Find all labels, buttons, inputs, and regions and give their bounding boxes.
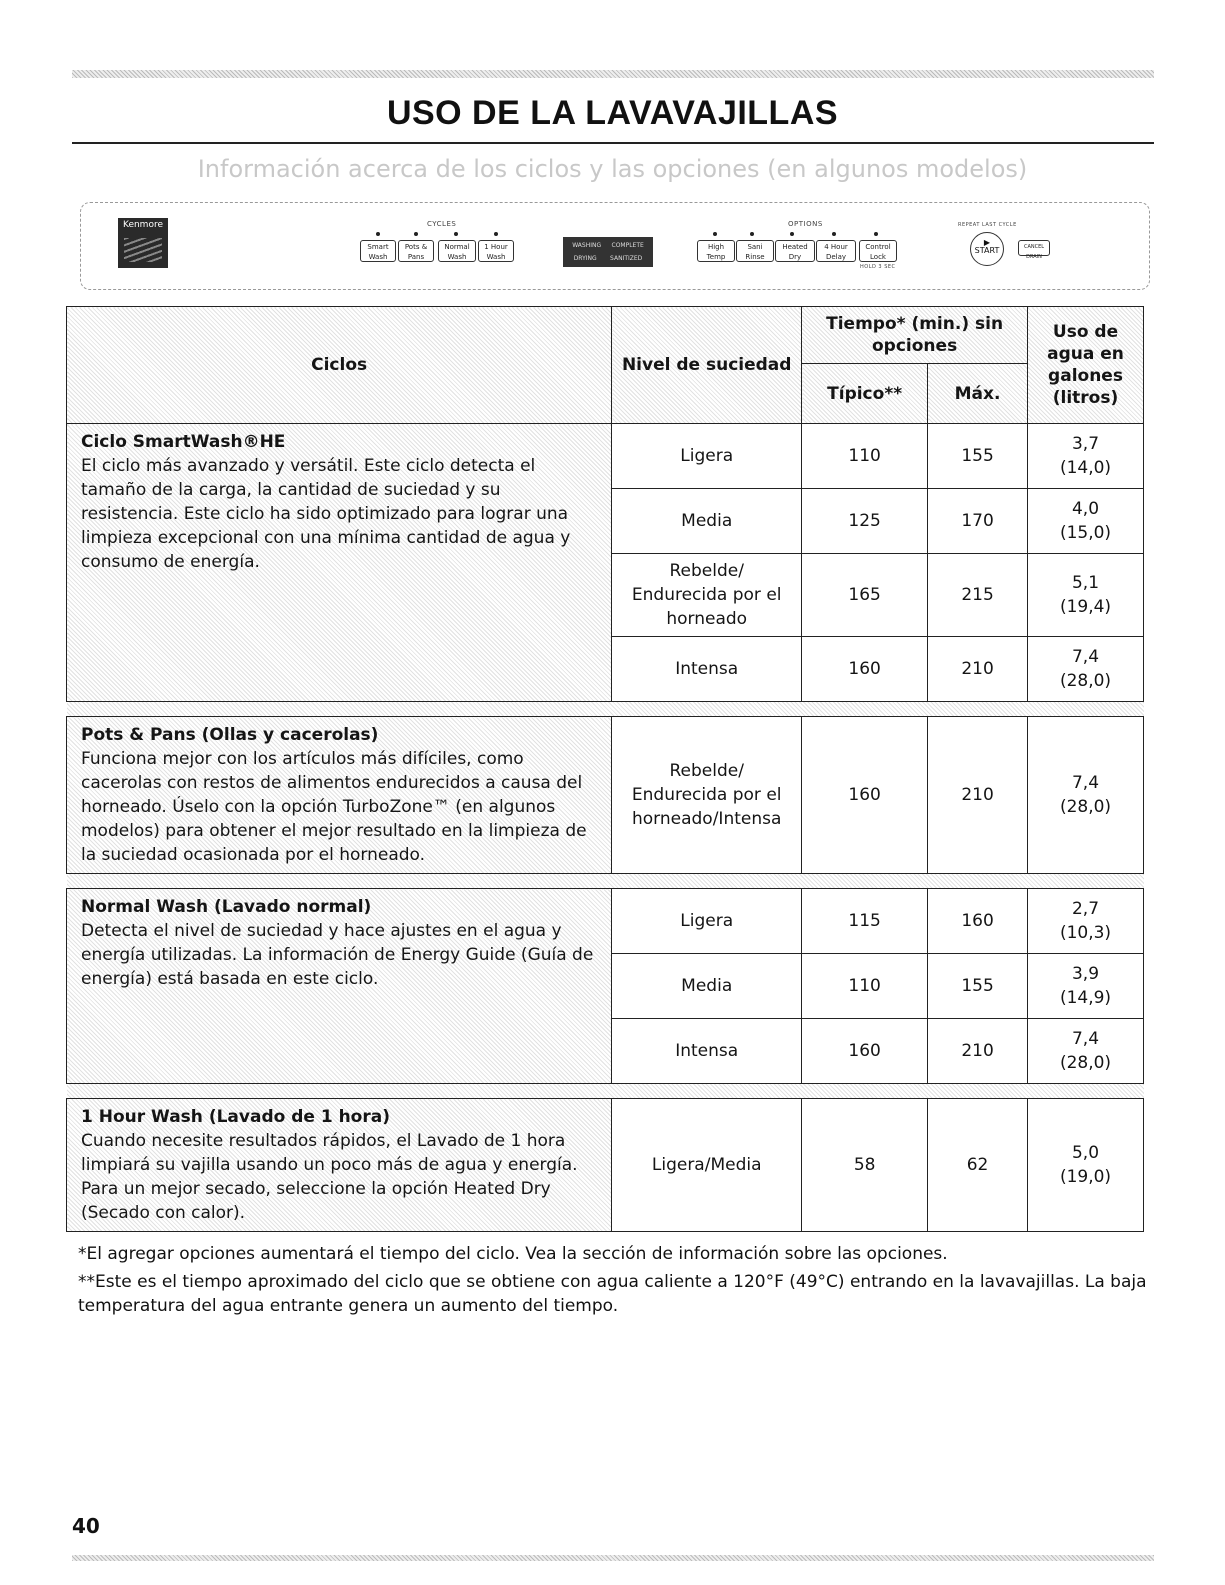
header-tiempo: Tiempo* (min.) sin opciones [802, 307, 1028, 364]
section-subtitle: Información acerca de los ciclos y las opciones (en algunos modelos) [197, 155, 1028, 183]
cell-tipico: 160 [802, 717, 928, 874]
cell-tipico: 58 [802, 1099, 928, 1232]
status-display [563, 237, 653, 267]
footnote-2: **Este es el tiempo aproximado del ciclo que se obtiene con agua caliente a 120°F (49°C) entrando en la lavavajillas. La baja temperatura del agua entrante genera un aumento del tiempo. [78, 1272, 1147, 1316]
cycle-button-1-hour-wash: 1 Hour Wash [478, 240, 514, 262]
cell-tipico: 110 [802, 954, 928, 1019]
footnote-1: *El agregar opciones aumentará el tiempo del ciclo. Vea la sección de información sobre las opciones. [78, 1244, 948, 1264]
cell-tipico: 160 [802, 1019, 928, 1084]
cell-tipico: 110 [802, 424, 928, 489]
cell-nivel: Media [612, 954, 802, 1019]
hold-label: HOLD 3 SEC [860, 264, 896, 270]
indicator-dot [750, 232, 754, 236]
options-label: OPTIONS [788, 220, 823, 228]
cell-max: 160 [928, 889, 1028, 954]
cell-max: 210 [928, 637, 1028, 702]
header-max: Máx. [928, 364, 1028, 424]
cycle-description-smartwash [67, 424, 612, 702]
cycle-title: Normal Wash (Lavado normal) [81, 897, 372, 917]
bottom-rule-bar [72, 1555, 1154, 1561]
cell-nivel: Rebelde/ Endurecida por el horneado [612, 554, 802, 637]
cycle-title: Pots & Pans (Ollas y cacerolas) [81, 725, 379, 745]
cell-agua: 7,4 (28,0) [1028, 1019, 1144, 1084]
cell-nivel: Intensa [612, 1019, 802, 1084]
cell-agua: 7,4 (28,0) [1028, 637, 1144, 702]
cycles-label: CYCLES [427, 220, 457, 228]
cycle-button-normal-wash: Normal Wash [438, 240, 476, 262]
header-ciclos: Ciclos [67, 307, 612, 424]
cell-agua: 7,4 (28,0) [1028, 717, 1144, 874]
indicator-dot [713, 232, 717, 236]
indicator-dot [790, 232, 794, 236]
indicator-dot [874, 232, 878, 236]
indicator-dot [454, 232, 458, 236]
cell-tipico: 165 [802, 554, 928, 637]
cell-nivel: Ligera/Media [612, 1099, 802, 1232]
cell-max: 62 [928, 1099, 1028, 1232]
indicator-dot [414, 232, 418, 236]
start-button: ▶ START [970, 232, 1004, 266]
cell-tipico: 125 [802, 489, 928, 554]
option-button-high-temp: High Temp [697, 240, 735, 262]
cell-max: 155 [928, 424, 1028, 489]
cell-nivel: Ligera [612, 889, 802, 954]
cycle-button-pots-pans: Pots & Pans [398, 240, 434, 262]
cell-max: 170 [928, 489, 1028, 554]
cell-max: 215 [928, 554, 1028, 637]
group-gap [67, 874, 1144, 889]
option-button-heated-dry: Heated Dry [775, 240, 815, 262]
indicator-dot [832, 232, 836, 236]
table-row [67, 1099, 1144, 1232]
cell-max: 210 [928, 717, 1028, 874]
indicator-dot [494, 232, 498, 236]
cell-agua: 3,7 (14,0) [1028, 424, 1144, 489]
cell-agua: 2,7 (10,3) [1028, 889, 1144, 954]
cell-nivel: Ligera [612, 424, 802, 489]
display-washing: WASHING [572, 242, 602, 249]
group-gap [67, 1084, 1144, 1099]
cycle-desc: Detecta el nivel de suciedad y hace ajustes en el agua y energía utilizadas. La información de Energy Guide (Guía de energía) está basada en este ciclo. [81, 921, 594, 989]
page-title: USO DE LA LAVAVAJILLAS [386, 94, 839, 132]
cycle-button-smart-wash: Smart Wash [360, 240, 396, 262]
cycle-description-normal-wash [67, 889, 612, 1084]
cell-tipico: 115 [802, 889, 928, 954]
cell-max: 155 [928, 954, 1028, 1019]
cycle-desc: Funciona mejor con los artículos más difíciles, como cacerolas con restos de alimentos endurecidos a causa del horneado. Úselo con la opción TurboZone™ (en algunos modelos) para obtener el mejor resultado en la limpieza de la suciedad ocasionada por el horneado. [81, 749, 587, 865]
repeat-label: REPEAT LAST CYCLE [958, 222, 1017, 228]
cycle-title: Ciclo SmartWash®HE [81, 432, 286, 452]
option-button-sani-rinse: Sani Rinse [736, 240, 774, 262]
cycle-desc: Cuando necesite resultados rápidos, el Lavado de 1 hora limpiará su vajilla usando un poco más de agua y energía. Para un mejor secado, seleccione la opción Heated Dry (Secado con calor). [81, 1131, 578, 1223]
cell-tipico: 160 [802, 637, 928, 702]
option-button-4-hour-delay: 4 Hour Delay [816, 240, 856, 262]
header-nivel: Nivel de suciedad [612, 307, 802, 424]
cell-nivel: Media [612, 489, 802, 554]
top-rule-bar [72, 70, 1154, 78]
indicator-dot [376, 232, 380, 236]
title-rule [72, 142, 1154, 144]
cancel-drain-button: CANCEL DRAIN [1018, 240, 1050, 256]
display-sanitized: SANITIZED [610, 255, 643, 262]
table-row [67, 889, 1144, 954]
cycles-table [66, 306, 1144, 1232]
cell-nivel: Intensa [612, 637, 802, 702]
display-complete: COMPLETE [611, 242, 644, 249]
page-number: 40 [72, 1514, 100, 1538]
cycle-title: 1 Hour Wash (Lavado de 1 hora) [81, 1107, 390, 1127]
cell-nivel: Rebelde/ Endurecida por el horneado/Intensa [612, 717, 802, 874]
table-row [67, 717, 1144, 874]
cycle-desc: El ciclo más avanzado y versátil. Este ciclo detecta el tamaño de la carga, la cantidad de suciedad y su resistencia. Este ciclo ha sido optimizado para lograr una limpieza excepcional con una mínima cantidad de agua y consumo de energía. [81, 456, 571, 572]
header-tipico: Típico** [802, 364, 928, 424]
cycle-description-pots-pans [67, 717, 612, 874]
kenmore-logo: Kenmore [118, 218, 168, 268]
display-drying: DRYING [573, 255, 597, 262]
table-row [67, 424, 1144, 489]
header-agua: Uso de agua en galones (litros) [1028, 307, 1144, 424]
cell-max: 210 [928, 1019, 1028, 1084]
group-gap [67, 702, 1144, 717]
cell-agua: 4,0 (15,0) [1028, 489, 1144, 554]
cycle-description-1-hour-wash [67, 1099, 612, 1232]
option-button-control-lock: Control Lock [859, 240, 897, 262]
cell-agua: 3,9 (14,9) [1028, 954, 1144, 1019]
cell-agua: 5,0 (19,0) [1028, 1099, 1144, 1232]
cell-agua: 5,1 (19,4) [1028, 554, 1144, 637]
